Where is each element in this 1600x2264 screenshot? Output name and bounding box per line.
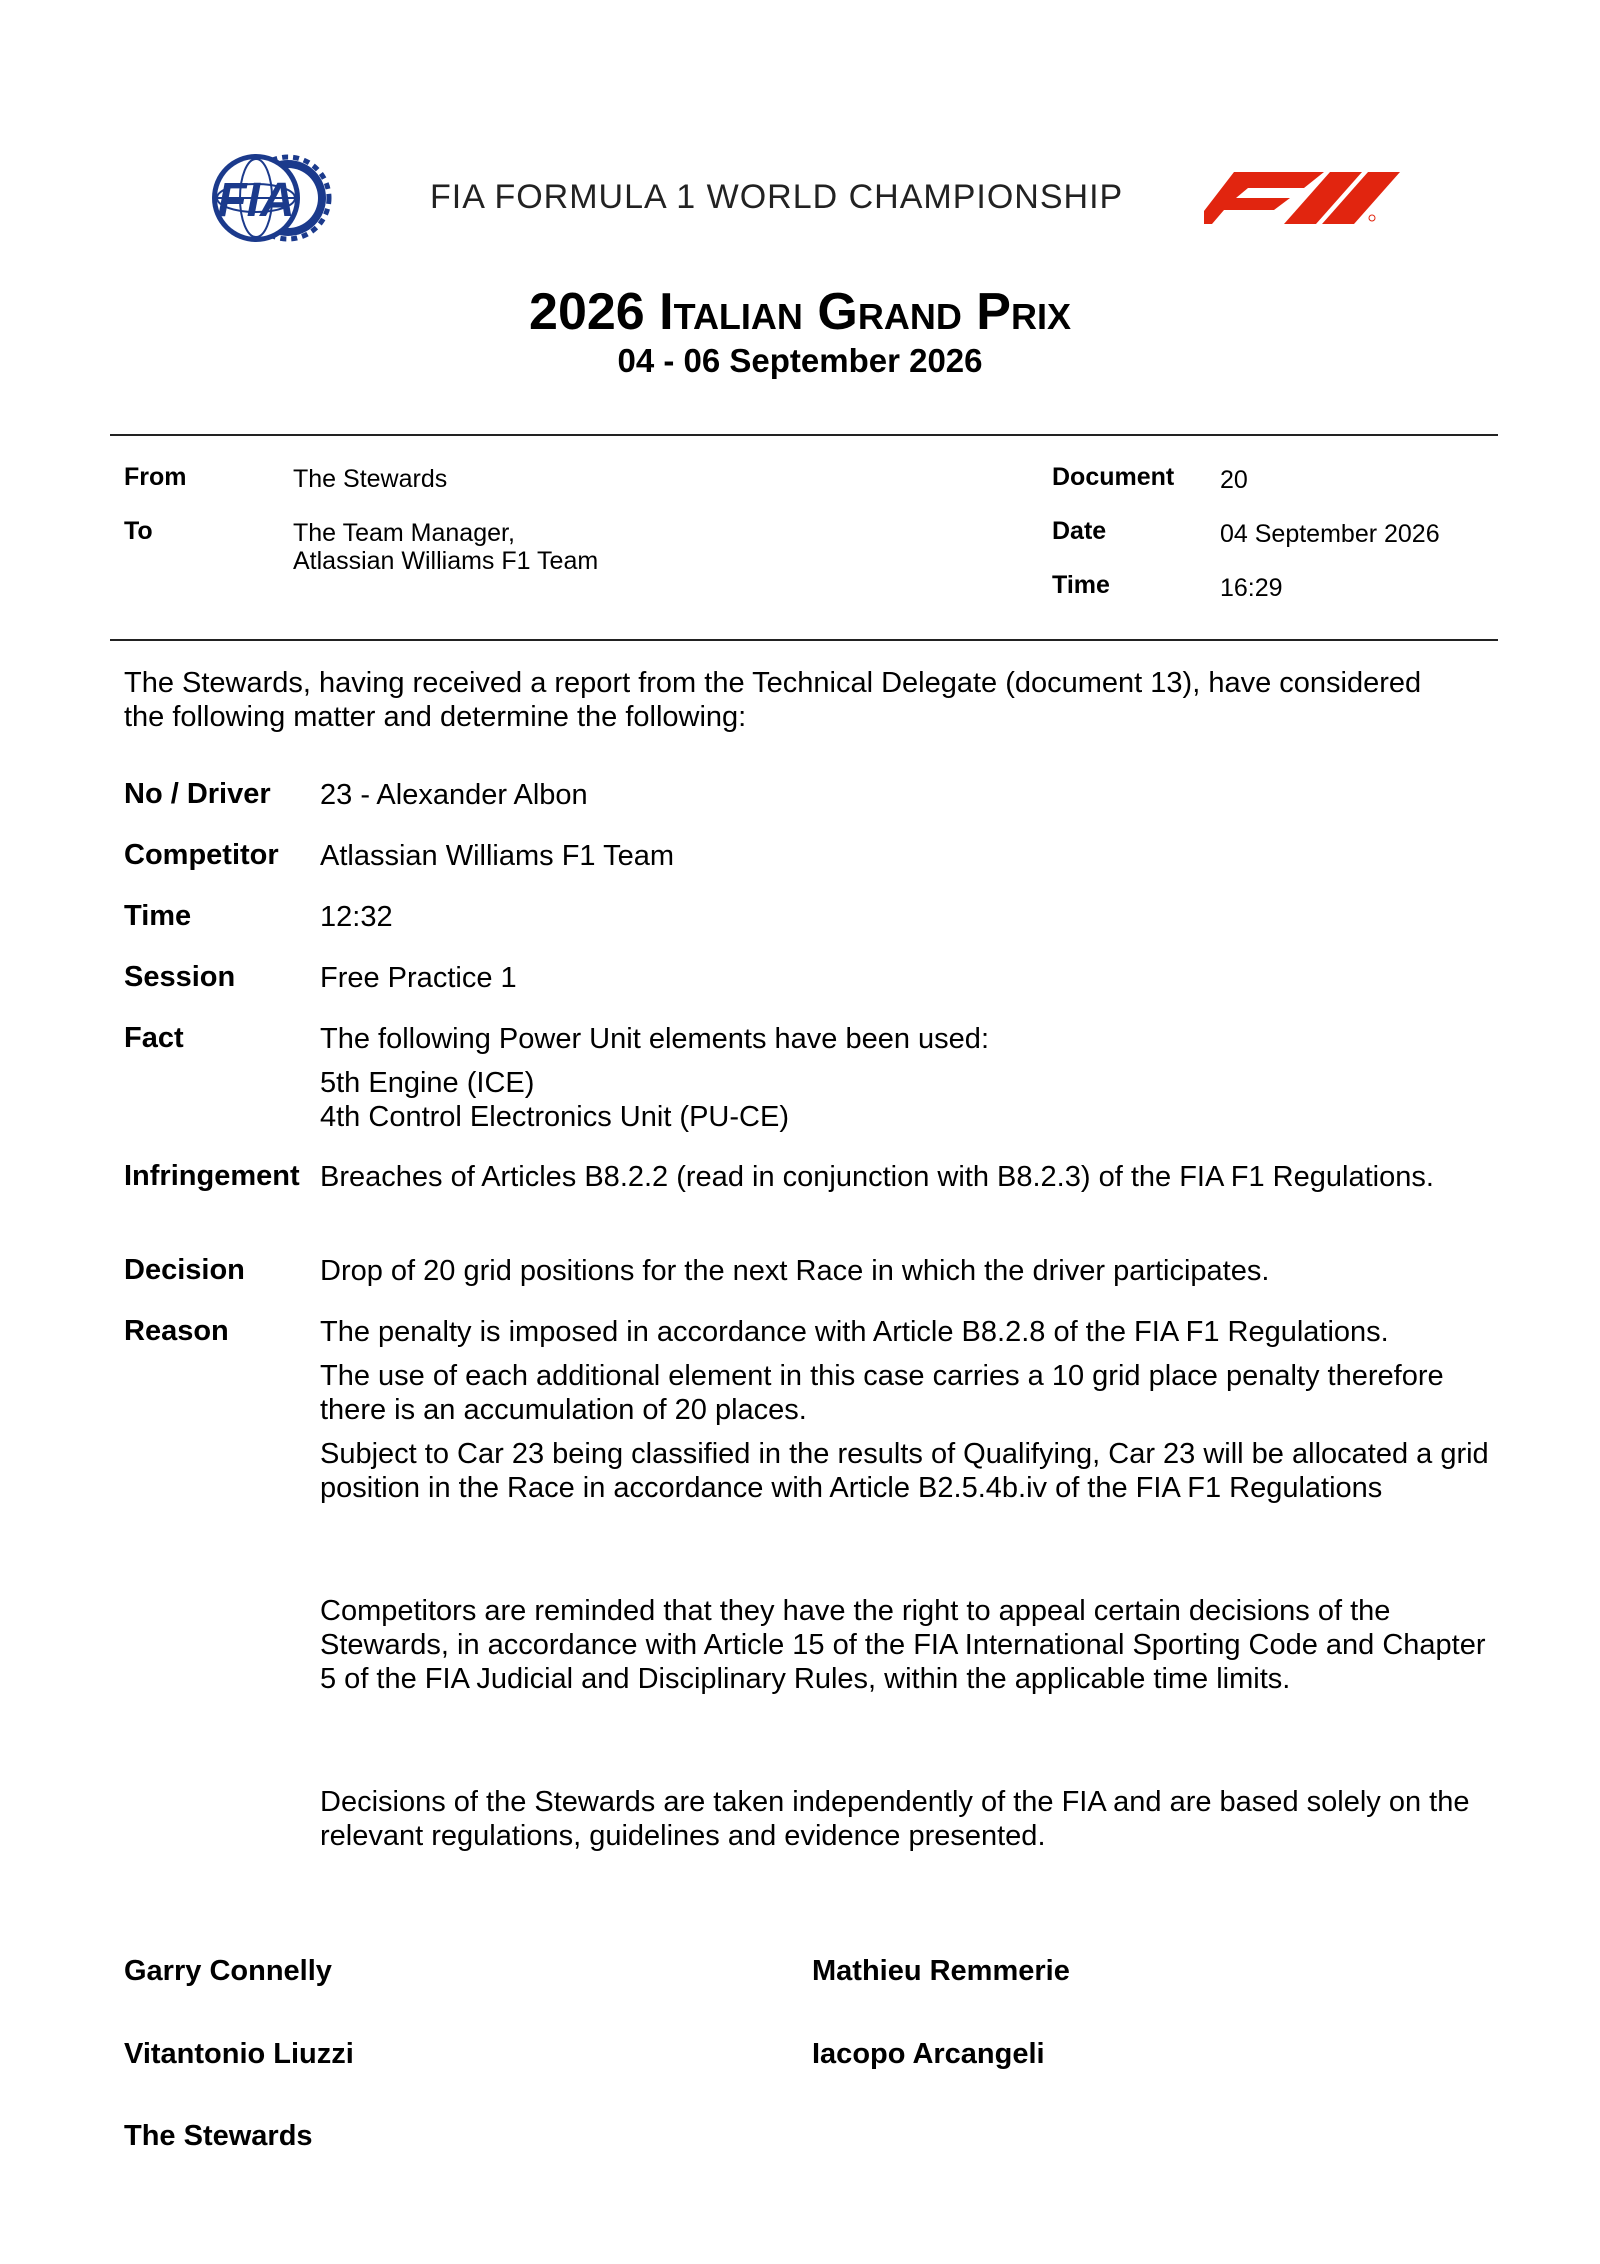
infringement-value: Breaches of Articles B8.2.2 (read in conjunction with B8.2.3) of the FIA F1 Regulations. xyxy=(320,1161,1434,1193)
f1-logo-icon xyxy=(1204,170,1400,226)
steward-signature-1: Garry Connelly xyxy=(124,1955,332,1987)
championship-title: FIA FORMULA 1 WORLD CHAMPIONSHIP xyxy=(430,178,1124,216)
to-value-line-2: Atlassian Williams F1 Team xyxy=(293,547,599,575)
fact-line-2: 5th Engine (ICE) xyxy=(320,1067,535,1099)
reason-paragraph-1: The penalty is imposed in accordance with Article B8.2.8 of the FIA F1 Regulations. xyxy=(320,1316,1389,1348)
time-field-value: 12:32 xyxy=(320,901,393,933)
time-value: 16:29 xyxy=(1220,574,1283,602)
from-value: The Stewards xyxy=(293,465,448,493)
to-value-line-1: The Team Manager, xyxy=(293,519,515,547)
steward-signature-2: Mathieu Remmerie xyxy=(812,1955,1070,1987)
decision-value: Drop of 20 grid positions for the next Race in which the driver participates. xyxy=(320,1255,1270,1287)
to-label: To xyxy=(124,517,153,545)
reason-paragraph-3: Subject to Car 23 being classified in the results of Qualifying, Car 23 will be allocated a grid position in the Race in accordance with Article B2.5.4b.iv of the FIA F1 Regulations xyxy=(320,1438,1489,1504)
time-field-label: Time xyxy=(124,900,192,932)
reason-label: Reason xyxy=(124,1315,229,1347)
steward-signature-4: Iacopo Arcangeli xyxy=(812,2038,1045,2070)
time-label: Time xyxy=(1052,571,1110,599)
infringement-label: Infringement xyxy=(124,1160,300,1192)
fact-value xyxy=(320,1022,1490,1134)
fact-line-1: The following Power Unit elements have been used: xyxy=(320,1023,989,1055)
driver-label: No / Driver xyxy=(124,778,271,810)
fact-line-3: 4th Control Electronics Unit (PU-CE) xyxy=(320,1101,789,1133)
event-year: 2026 xyxy=(529,283,645,341)
competitor-label: Competitor xyxy=(124,839,279,871)
session-label: Session xyxy=(124,961,236,993)
document-label: Document xyxy=(1052,463,1175,491)
stewards-closing: The Stewards xyxy=(124,2120,313,2152)
event-name: Italian Grand Prix xyxy=(659,283,1071,341)
independence-notice: Decisions of the Stewards are taken independently of the FIA and are based solely on the relevant regulations, guidelines and evidence presented. xyxy=(320,1786,1470,1852)
date-value: 04 September 2026 xyxy=(1220,520,1440,548)
to-value xyxy=(293,519,598,575)
fia-logo xyxy=(204,150,340,246)
steward-signature-3: Vitantonio Liuzzi xyxy=(124,2038,354,2070)
reason-paragraph-2: The use of each additional element in this case carries a 10 grid place penalty therefore there is an accumulation of 20 places. xyxy=(320,1360,1444,1426)
intro-paragraph: The Stewards, having received a report from the Technical Delegate (document 13), have considered the following matter and determine the following: xyxy=(124,667,1422,733)
memo-divider xyxy=(110,639,1498,641)
date-label: Date xyxy=(1052,517,1107,545)
from-label: From xyxy=(124,463,187,491)
driver-value: 23 - Alexander Albon xyxy=(320,779,588,811)
top-divider xyxy=(110,434,1498,436)
decision-label: Decision xyxy=(124,1254,245,1286)
session-value: Free Practice 1 xyxy=(320,962,517,994)
event-dates: 04 - 06 September 2026 xyxy=(617,342,983,379)
appeal-notice: Competitors are reminded that they have the right to appeal certain decisions of the Stewards, in accordance with Article 15 of the FIA International Sporting Code and Chapter 5 of the FIA Judicial and Disciplinary Rules, within the applicable time limits. xyxy=(320,1595,1486,1695)
svg-text:FIA: FIA xyxy=(217,174,295,227)
document-value: 20 xyxy=(1220,466,1248,494)
event-title xyxy=(0,282,1600,342)
reason-value xyxy=(320,1315,1490,1505)
fact-label: Fact xyxy=(124,1022,184,1054)
competitor-value: Atlassian Williams F1 Team xyxy=(320,840,675,872)
